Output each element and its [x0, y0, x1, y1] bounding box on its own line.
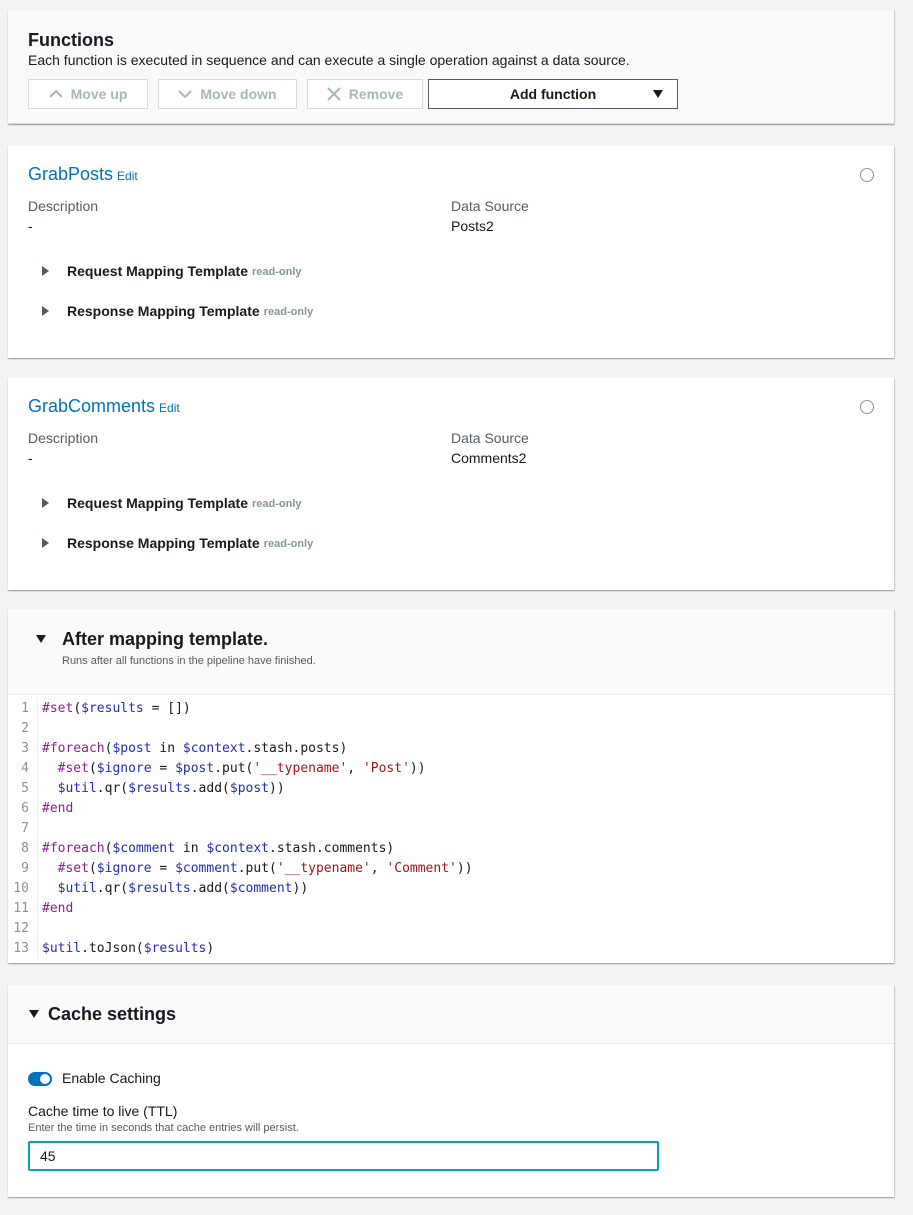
code-line	[8, 799, 894, 819]
function-card	[8, 378, 894, 590]
edit-link[interactable]: Edit	[159, 401, 180, 415]
move-down-label: Move down	[200, 86, 277, 102]
caret-down-icon	[653, 90, 663, 98]
response-mapping-template-label: Response Mapping Template	[67, 535, 260, 551]
request-mapping-template-label: Request Mapping Template	[67, 263, 248, 279]
line-number: 6	[8, 799, 38, 819]
cache-settings-header[interactable]	[8, 985, 894, 1044]
code-text	[38, 819, 42, 839]
move-down-button[interactable]	[158, 79, 297, 109]
code-line	[8, 819, 894, 839]
after-mapping-template-header[interactable]	[8, 609, 894, 695]
code-line	[8, 779, 894, 799]
code-line	[8, 919, 894, 939]
caret-down-icon	[36, 635, 46, 643]
function-select-radio[interactable]	[860, 400, 874, 414]
caret-right-icon	[42, 538, 49, 548]
line-number: 9	[8, 859, 38, 879]
code-line	[8, 899, 894, 919]
caret-right-icon	[42, 266, 49, 276]
code-line	[8, 739, 894, 759]
code-text	[38, 919, 42, 939]
close-icon	[327, 87, 341, 101]
code-text: #set($ignore = $post.put('__typename', 'Post'))	[57, 761, 426, 776]
code-text: #end	[42, 901, 74, 916]
remove-button[interactable]	[307, 79, 423, 109]
move-up-button[interactable]	[28, 79, 148, 109]
functions-title: Functions	[28, 30, 114, 50]
read-only-badge: read-only	[251, 266, 302, 278]
data-source-label: Data Source	[451, 430, 529, 446]
functions-panel	[8, 10, 894, 124]
line-number: 3	[8, 739, 38, 759]
edit-link[interactable]: Edit	[117, 169, 138, 183]
read-only-badge: read-only	[263, 538, 314, 550]
caret-right-icon	[42, 306, 49, 316]
code-text: $util.toJson($results)	[42, 941, 215, 956]
response-mapping-template-toggle[interactable]	[42, 535, 313, 551]
description-label: Description	[28, 430, 99, 446]
code-editor[interactable]	[8, 699, 894, 959]
code-text: #end	[42, 801, 74, 816]
line-number: 7	[8, 819, 38, 839]
ttl-input[interactable]	[28, 1141, 659, 1171]
read-only-badge: read-only	[263, 306, 314, 318]
line-number: 13	[8, 939, 38, 959]
enable-caching-toggle[interactable]	[28, 1072, 52, 1086]
enable-caching-label: Enable Caching	[62, 1070, 161, 1086]
line-number: 1	[8, 699, 38, 719]
code-text: $util.qr($results.add($post))	[57, 781, 285, 796]
caret-right-icon	[42, 498, 49, 508]
function-select-radio[interactable]	[860, 168, 874, 182]
add-function-button[interactable]	[428, 79, 678, 109]
request-mapping-template-toggle[interactable]	[42, 263, 302, 279]
code-line	[8, 839, 894, 859]
response-mapping-template-toggle[interactable]	[42, 303, 313, 319]
caret-down-icon	[29, 1010, 39, 1018]
code-line	[8, 699, 894, 719]
line-number: 12	[8, 919, 38, 939]
line-number: 2	[8, 719, 38, 739]
remove-label: Remove	[348, 86, 404, 102]
description-value: -	[28, 450, 33, 466]
code-line	[8, 859, 894, 879]
after-mapping-template-title: After mapping template.	[62, 629, 269, 649]
response-mapping-template-label: Response Mapping Template	[67, 303, 260, 319]
line-number: 5	[8, 779, 38, 799]
description-label: Description	[28, 198, 99, 214]
request-mapping-template-label: Request Mapping Template	[67, 495, 248, 511]
ttl-description: Enter the time in seconds that cache entries will persist.	[28, 1122, 299, 1134]
cache-settings-panel	[8, 985, 894, 1197]
code-text: #foreach($comment in $context.stash.comments)	[42, 841, 395, 856]
cache-settings-title: Cache settings	[48, 1004, 177, 1024]
after-mapping-template-subtitle: Runs after all functions in the pipeline have finished.	[62, 655, 316, 667]
chevron-down-icon	[178, 89, 192, 99]
description-value: -	[28, 218, 33, 234]
data-source-value: Posts2	[451, 218, 494, 234]
function-name-link[interactable]: GrabPosts	[28, 164, 114, 184]
move-up-label: Move up	[70, 86, 128, 102]
code-text: #foreach($post in $context.stash.posts)	[42, 741, 348, 756]
read-only-badge: read-only	[251, 498, 302, 510]
data-source-value: Comments2	[451, 450, 527, 466]
ttl-label: Cache time to live (TTL)	[28, 1103, 178, 1119]
after-mapping-template-panel	[8, 609, 894, 963]
line-number: 8	[8, 839, 38, 859]
add-function-label: Add function	[509, 86, 597, 102]
function-card	[8, 146, 894, 358]
code-line	[8, 759, 894, 779]
code-text	[38, 719, 42, 739]
data-source-label: Data Source	[451, 198, 529, 214]
code-text: $util.qr($results.add($comment))	[57, 881, 309, 896]
line-number: 11	[8, 899, 38, 919]
code-text: #set($ignore = $comment.put('__typename', 'Comment'))	[57, 861, 473, 876]
code-line	[8, 719, 894, 739]
request-mapping-template-toggle[interactable]	[42, 495, 302, 511]
chevron-up-icon	[49, 89, 63, 99]
line-number: 10	[8, 879, 38, 899]
functions-description: Each function is executed in sequence and can execute a single operation against a data source.	[28, 52, 630, 68]
code-line	[8, 879, 894, 899]
code-line	[8, 939, 894, 959]
function-name-link[interactable]: GrabComments	[28, 396, 156, 416]
code-text: #set($results = [])	[42, 701, 191, 716]
line-number: 4	[8, 759, 38, 779]
